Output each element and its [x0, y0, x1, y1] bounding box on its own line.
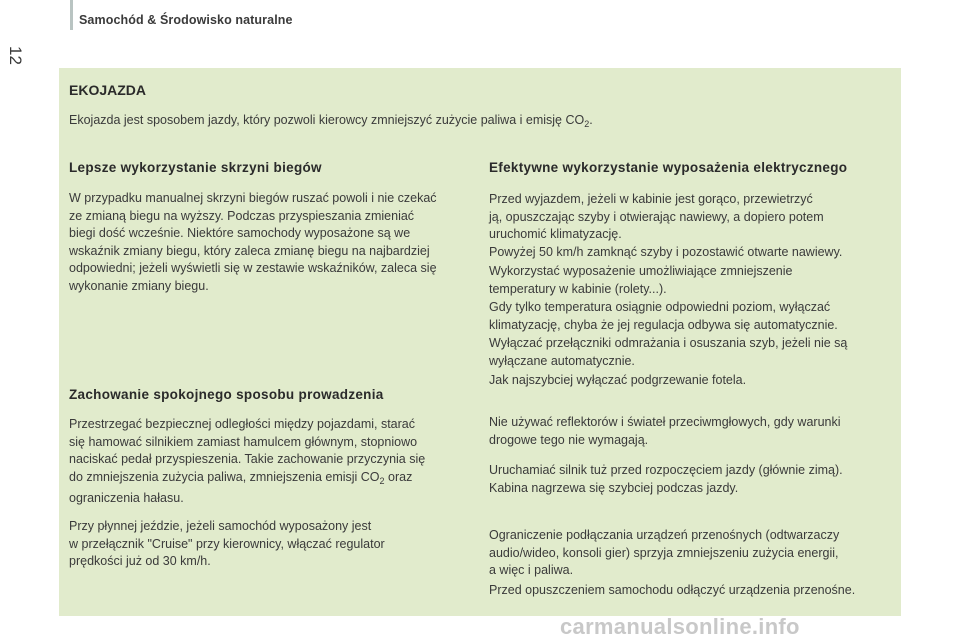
electrical-paragraph-9: Ograniczenie podłączania urządzeń przenośnych (odtwarzaczy audio/wideo, konsoli gier) sprzyja zmniejszeniu zużycia energii, a więc i paliwa. [489, 528, 840, 578]
eco-intro: Ekojazda jest sposobem jazdy, który pozwoli kierowcy zmniejszyć zużycie paliwa i emisję $CO_2$. [69, 113, 593, 129]
electrical-paragraph-4: Gdy tylko temperatura osiągnie odpowiedni poziom, wyłączać klimatyzację, chyba że jej regulacja odbywa się automatycznie. [489, 300, 838, 332]
electrical-paragraph-1: Przed wyjazdem, jeżeli w kabinie jest gorąco, przewietrzyć ją, opuszczając szyby i otwierając nawiewy, a dopiero potem uruchomić klimatyzację. [489, 192, 824, 242]
header-accent-bar [70, 0, 73, 30]
gearbox-paragraph: W przypadku manualnej skrzyni biegów ruszać powoli i nie czekać ze zmianą biegu na wyższy. Podczas przyspieszania zmieniać biegi dość wcześnie. Niektóre samochody wyposażone są we wskaźnik zmiany biegu, który zaleca zmianę biegu na najbardziej odpowiedni; jeżeli wyświetli się w zestawie wskaźników, zaleca się wykonanie zmiany biegu. [69, 191, 437, 293]
electrical-paragraph-8: Uruchamiać silnik tuż przed rozpoczęciem jazdy (głównie zimą). Kabina nagrzewa się szybciej podczas jazdy. [489, 463, 843, 495]
calm-driving-paragraph-1: Przestrzegać bezpiecznej odległości między pojazdami, starać się hamować silnikiem zamiast hamulcem głównym, stopniowo naciskać pedał przyspieszenia. Takie zachowanie przyczynia się do zmniejszenia zużycia paliwa, zmniejszenia emisji $CO_2$ oraz ograniczenia hałasu. [69, 417, 426, 506]
electrical-paragraph-3: Wykorzystać wyposażenie umożliwiające zmniejszenie temperatury w kabinie (rolety...). [489, 264, 793, 296]
electrical-paragraph-7: Nie używać reflektorów i świateł przeciwmgłowych, gdy warunki drogowe tego nie wymagają. [489, 415, 841, 447]
electrical-paragraph-10: Przed opuszczeniem samochodu odłączyć urządzenia przenośne. [489, 583, 856, 597]
electrical-paragraph-6: Jak najszybciej wyłączać podgrzewanie fotela. [489, 373, 747, 387]
watermark: carmanualsonline.info [560, 614, 800, 639]
electrical-paragraph-2: Powyżej 50 km/h zamknąć szyby i pozostawić otwarte nawiewy. [489, 245, 843, 259]
electrical-paragraph-5: Wyłączać przełączniki odmrażania i osuszania szyb, jeżeli nie są wyłączane automatycznie. [489, 336, 848, 368]
page-number: 12 [6, 46, 25, 65]
eco-title: EKOJAZDA [69, 82, 147, 98]
electrical-heading: Efektywne wykorzystanie wyposażenia elektrycznego [489, 160, 848, 175]
calm-driving-paragraph-2: Przy płynnej jeździe, jeżeli samochód wyposażony jest w przełącznik "Cruise" przy kierownicy, włączać regulator prędkości już od 30 km/h. [69, 519, 385, 569]
calm-driving-heading: Zachowanie spokojnego sposobu prowadzenia [69, 387, 384, 402]
section-title: Samochód & Środowisko naturalne [79, 13, 293, 27]
gearbox-heading: Lepsze wykorzystanie skrzyni biegów [69, 160, 322, 175]
